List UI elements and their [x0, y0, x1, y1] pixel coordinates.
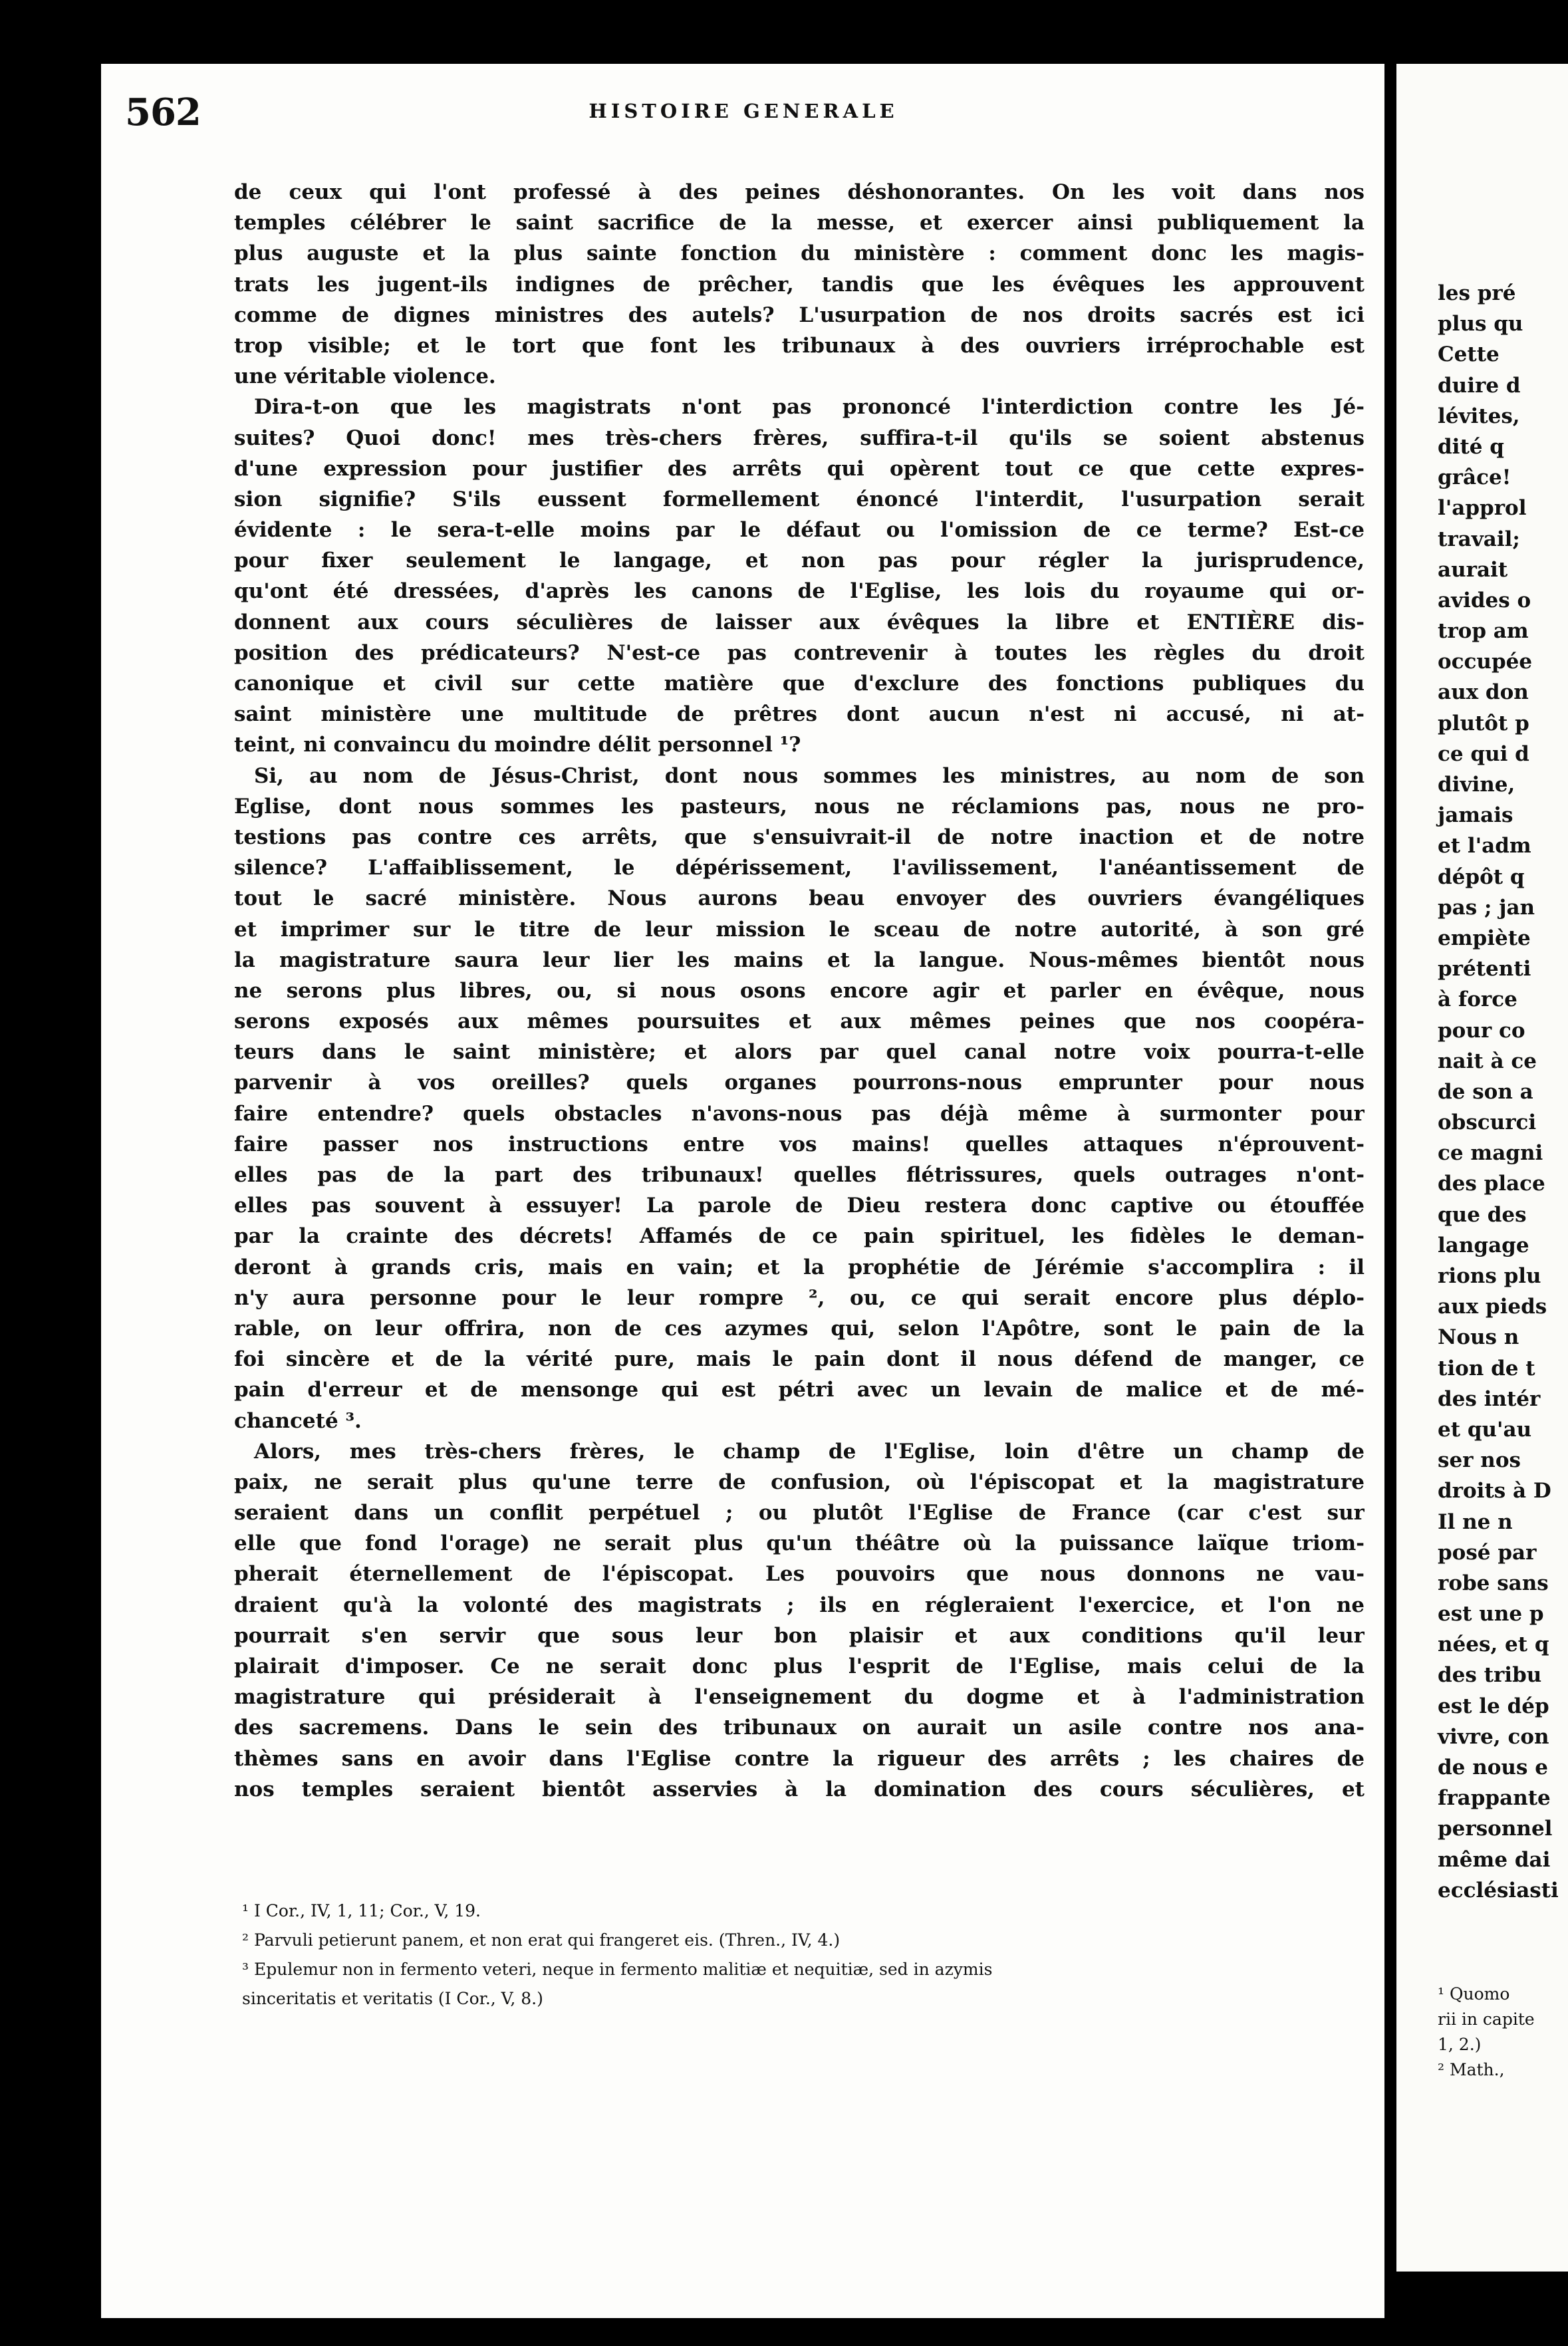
text-line: tout le sacré ministère. Nous aurons beau envoyer des ouvriers évangéliques	[234, 886, 1365, 911]
text-line: des sacremens. Dans le sein des tribunaux on aurait un asile contre nos ana-	[234, 1716, 1365, 1740]
running-head: HISTOIRE GENERALE	[588, 100, 898, 122]
facing-text-line: même dai	[1438, 1847, 1551, 1872]
footnote: ³ Epulemur non in fermento veteri, neque in fermento malitiæ et nequitiæ, sed in azymis	[242, 1960, 993, 1979]
footnote: sinceritatis et veritatis (I Cor., V, 8.)	[242, 1989, 543, 2008]
text-line: donnent aux cours séculières de laisser aux évêques la libre et ENTIÈRE dis-	[234, 610, 1365, 634]
facing-text-line: aux don	[1438, 680, 1529, 705]
facing-text-line: et l'adm	[1438, 834, 1531, 858]
text-line: elles pas de la part des tribunaux! quelles flétrissures, quels outrages n'ont-	[234, 1163, 1365, 1187]
footnote: ¹ I Cor., IV, 1, 11; Cor., V, 19.	[242, 1901, 481, 1920]
facing-text-line: Il ne n	[1438, 1509, 1513, 1534]
facing-text-line: vivre, con	[1438, 1724, 1549, 1749]
footnotes	[242, 1896, 1372, 2014]
facing-text-line: l'approl	[1438, 496, 1527, 521]
facing-text-line: occupée	[1438, 650, 1533, 674]
text-line: pourrait s'en servir que sous leur bon plaisir et aux conditions qu'il leur	[234, 1623, 1365, 1648]
facing-text-line: que des	[1438, 1202, 1527, 1227]
text-line: ne serons plus libres, ou, si nous osons encore agir et parler en évêque, nous	[234, 978, 1365, 1003]
text-line: trop visible; et le tort que font les tribunaux à des ouvriers irréprochable est	[234, 333, 1365, 358]
facing-text-line: à force	[1438, 987, 1517, 1012]
text-line: testions pas contre ces arrêts, que s'ensuivrait-il de notre inaction et de notre	[234, 825, 1365, 849]
text-line: paix, ne serait plus qu'une terre de confusion, où l'épiscopat et la magistrature	[234, 1470, 1365, 1494]
text-line: elles pas souvent à essuyer! La parole de Dieu restera donc captive ou étouffée	[234, 1194, 1365, 1218]
text-line: rable, on leur offrira, non de ces azymes qui, selon l'Apôtre, sont le pain de la	[234, 1316, 1365, 1341]
text-line: sion signifie? S'ils eussent formellement énoncé l'interdit, l'usurpation serait	[234, 487, 1365, 511]
text-line: qu'ont été dressées, d'après les canons de l'Eglise, les lois du royaume qui or-	[234, 579, 1365, 604]
text-line: par la crainte des décrets! Affamés de ce pain spirituel, les fidèles le deman-	[234, 1224, 1365, 1249]
text-line: plairait d'imposer. Ce ne serait donc plus l'esprit de l'Eglise, mais celui de la	[234, 1654, 1365, 1678]
facing-footnote: ² Math.,	[1438, 2060, 1505, 2079]
facing-text-line: aurait	[1438, 557, 1508, 582]
facing-footnote: 1, 2.)	[1438, 2035, 1482, 2054]
text-line: faire passer nos instructions entre vos mains! quelles attaques n'éprouvent-	[234, 1132, 1365, 1156]
book-page	[101, 64, 1384, 2318]
facing-text-line: les pré	[1438, 281, 1516, 305]
facing-text-line: de nous e	[1438, 1756, 1548, 1779]
facing-text-line: nait à ce	[1438, 1049, 1537, 1073]
text-line: silence? L'affaiblissement, le dépérissement, l'avilissement, l'anéantissement de	[234, 856, 1365, 880]
facing-text-line: est une p	[1438, 1602, 1544, 1627]
facing-text-line: grâce!	[1438, 465, 1511, 490]
facing-text-line: plutôt p	[1438, 711, 1529, 735]
facing-text-line: avides o	[1438, 588, 1531, 612]
facing-text-line: ecclésiasti	[1438, 1878, 1559, 1902]
facing-text-line: frappante	[1438, 1786, 1551, 1811]
facing-text-line: des tribu	[1438, 1663, 1542, 1688]
text-line: suites? Quoi donc! mes très-chers frères, suffira-t-il qu'ils se soient abstenus	[234, 426, 1365, 450]
text-line: Dira-t-on que les magistrats n'ont pas prononcé l'interdiction contre les Jé-	[254, 395, 1365, 420]
text-line: pain d'erreur et de mensonge qui est pétri avec un levain de malice et de mé-	[234, 1378, 1365, 1402]
facing-page-footnotes	[1438, 1982, 1568, 2083]
facing-text-line: posé par	[1438, 1540, 1537, 1565]
text-line: évidente : le sera-t-elle moins par le défaut ou l'omission de ce terme? Est-ce	[234, 518, 1365, 543]
facing-text-line: trop am	[1438, 619, 1529, 644]
facing-text-line: divine,	[1438, 773, 1515, 797]
body-text	[234, 177, 1365, 1805]
facing-footnote: ¹ Quomo	[1438, 1984, 1510, 2004]
text-line: plus auguste et la plus sainte fonction du ministère : comment donc les magis-	[234, 241, 1365, 266]
facing-text-line: empiète	[1438, 926, 1531, 950]
text-line: draient qu'à la volonté des magistrats ; ils en régleraient l'exercice, et l'on ne	[234, 1593, 1365, 1617]
text-line: magistrature qui présiderait à l'enseignement du dogme et à l'administration	[234, 1685, 1365, 1710]
facing-text-line: aux pieds	[1438, 1295, 1547, 1319]
text-line: seraient dans un conflit perpétuel ; ou plutôt l'Eglise de France (car c'est sur	[234, 1501, 1365, 1525]
facing-text-line: dépôt q	[1438, 864, 1525, 889]
facing-text-line: tion de t	[1438, 1356, 1535, 1380]
text-line: Eglise, dont nous sommes les pasteurs, nous ne réclamions pas, nous ne pro-	[234, 794, 1365, 819]
facing-text-line: prétenti	[1438, 957, 1531, 981]
facing-text-line: des intér	[1438, 1386, 1541, 1411]
page-number: 562	[125, 90, 201, 134]
text-line: faire entendre? quels obstacles n'avons-nous pas déjà même à surmonter pour	[234, 1101, 1365, 1126]
facing-text-line: personnel	[1438, 1817, 1553, 1841]
facing-text-line: droits à D	[1438, 1479, 1551, 1503]
facing-text-line: plus qu	[1438, 312, 1523, 336]
text-line: pour fixer seulement le langage, et non pas pour régler la jurisprudence,	[234, 549, 1365, 573]
text-line: elle que fond l'orage) ne serait plus qu'un théâtre où la puissance laïque triom-	[234, 1531, 1365, 1556]
text-line: foi sincère et de la vérité pure, mais le pain dont il nous défend de manger, ce	[234, 1347, 1365, 1372]
facing-text-line: robe sans	[1438, 1571, 1549, 1595]
text-line: pherait éternellement de l'épiscopat. Les pouvoirs que nous donnons ne vau-	[234, 1562, 1365, 1587]
facing-text-line: langage	[1438, 1233, 1529, 1257]
facing-text-line: est le dép	[1438, 1694, 1549, 1718]
text-line: chanceté ³.	[234, 1408, 362, 1433]
facing-text-line: ser nos	[1438, 1448, 1521, 1473]
text-line: de ceux qui l'ont professé à des peines déshonorantes. On les voit dans nos	[234, 180, 1365, 204]
facing-page-text	[1438, 278, 1568, 1906]
text-line: position des prédicateurs? N'est-ce pas contrevenir à toutes les règles du droit	[234, 640, 1365, 665]
footnote: ² Parvuli petierunt panem, et non erat qui frangeret eis. (Thren., IV, 4.)	[242, 1930, 841, 1950]
facing-text-line: nées, et q	[1438, 1632, 1549, 1657]
facing-text-line: rions plu	[1438, 1264, 1541, 1288]
page-header	[125, 90, 1362, 144]
facing-text-line: ce magni	[1438, 1141, 1543, 1166]
text-line: serons exposés aux mêmes poursuites et aux mêmes peines que nos coopéra-	[234, 1009, 1365, 1034]
facing-text-line: pas ; jan	[1438, 895, 1535, 920]
text-line: canonique et civil sur cette matière que d'exclure des fonctions publiques du	[234, 672, 1365, 696]
facing-text-line: duire d	[1438, 373, 1521, 398]
text-line: trats les jugent-ils indignes de prêcher, tandis que les évêques les approuvent	[234, 272, 1365, 297]
text-line: d'une expression pour justifier des arrêts qui opèrent tout ce que cette expres-	[234, 456, 1365, 481]
text-line: et imprimer sur le titre de leur mission le sceau de notre autorité, à son gré	[234, 917, 1365, 942]
facing-text-line: dité q	[1438, 434, 1504, 459]
text-line: une véritable violence.	[234, 364, 496, 389]
facing-text-line: lévites,	[1438, 404, 1520, 428]
text-line: teurs dans le saint ministère; et alors par quel canal notre voix pourra-t-elle	[234, 1040, 1365, 1065]
facing-footnote: rii in capite	[1438, 2010, 1535, 2029]
text-line: saint ministère une multitude de prêtres dont aucun n'est ni accusé, ni at-	[234, 702, 1365, 727]
text-line: Alors, mes très-chers frères, le champ de l'Eglise, loin d'être un champ de	[254, 1439, 1365, 1464]
text-line: Si, au nom de Jésus-Christ, dont nous sommes les ministres, au nom de son	[254, 763, 1365, 788]
facing-page	[1396, 64, 1568, 2272]
text-line: nos temples seraient bientôt asservies à la domination des cours séculières, et	[234, 1777, 1365, 1801]
text-line: comme de dignes ministres des autels? L'usurpation de nos droits sacrés est ici	[234, 303, 1365, 327]
text-line: teint, ni convaincu du moindre délit personnel ¹?	[234, 733, 801, 757]
facing-text-line: et qu'au	[1438, 1417, 1532, 1442]
facing-text-line: travail;	[1438, 527, 1520, 551]
facing-text-line: des place	[1438, 1172, 1545, 1196]
facing-text-line: Nous n	[1438, 1325, 1519, 1350]
facing-text-line: obscurci	[1438, 1110, 1537, 1135]
text-line: n'y aura personne pour le leur rompre ², ou, ce qui serait encore plus déplo-	[234, 1285, 1365, 1310]
facing-text-line: de son a	[1438, 1079, 1533, 1104]
facing-text-line: ce qui d	[1438, 741, 1529, 766]
facing-text-line: jamais	[1438, 803, 1513, 828]
text-line: deront à grands cris, mais en vain; et la prophétie de Jérémie s'accomplira : il	[234, 1255, 1365, 1279]
facing-text-line: pour co	[1438, 1018, 1525, 1043]
text-line: temples célébrer le saint sacrifice de la messe, et exercer ainsi publiquement la	[234, 211, 1365, 235]
text-line: la magistrature saura leur lier les mains et la langue. Nous-mêmes bientôt nous	[234, 948, 1365, 972]
text-line: thèmes sans en avoir dans l'Eglise contre la rigueur des arrêts ; les chaires de	[234, 1746, 1365, 1771]
facing-text-line: Cette	[1438, 342, 1500, 367]
text-line: parvenir à vos oreilles? quels organes pourrons-nous emprunter pour nous	[234, 1071, 1365, 1095]
